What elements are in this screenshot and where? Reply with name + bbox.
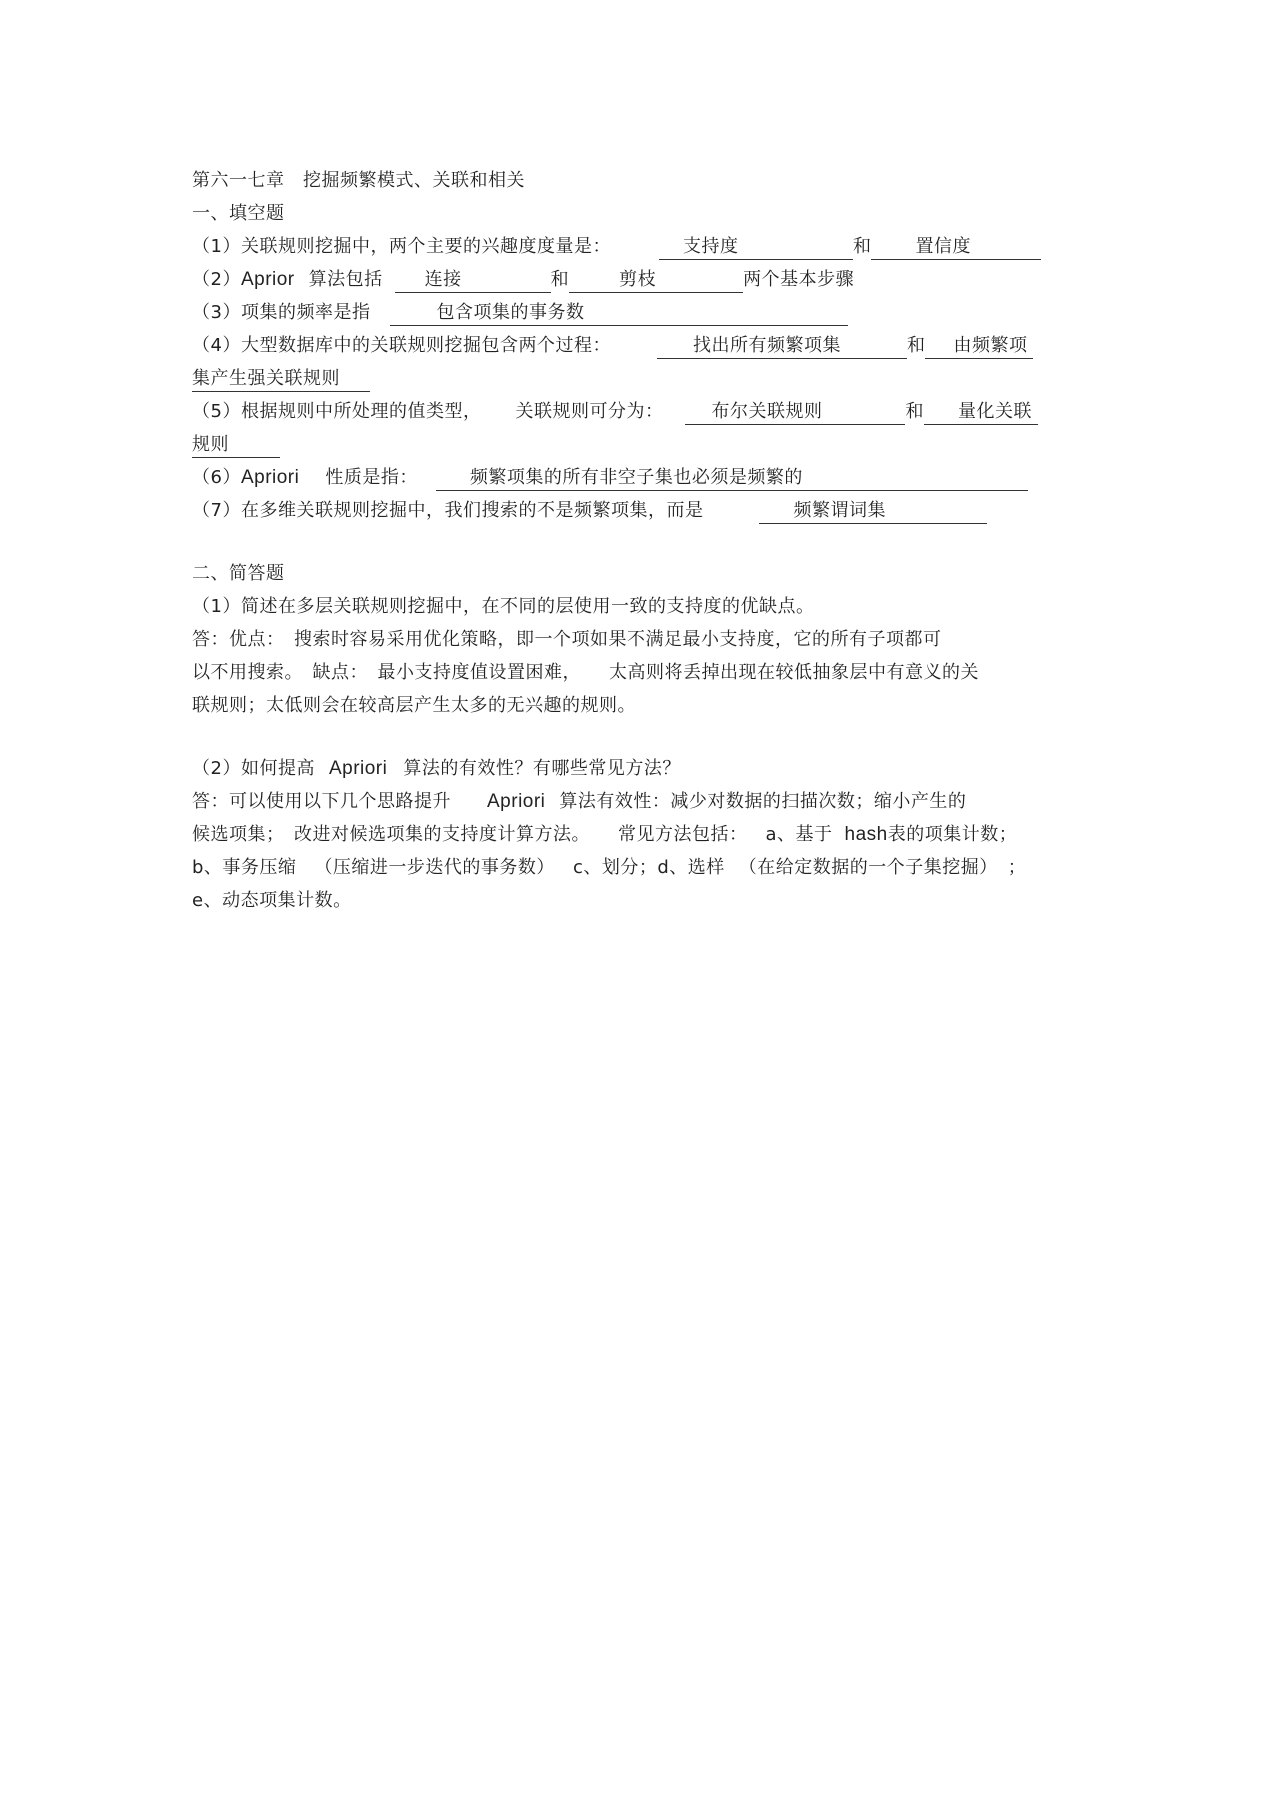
document-content <box>192 164 1092 917</box>
conjunction-text: 和 <box>852 236 872 257</box>
conjunction-text: 和 <box>550 269 570 290</box>
fill-question-6 <box>192 461 1092 494</box>
conjunction-text: 和 <box>906 335 926 356</box>
section-heading-short-answer: 二、简答题 <box>192 563 285 584</box>
question-tail-text: 两个基本步骤 <box>743 269 855 290</box>
answer-blank-part1: 量化关联 <box>924 400 1038 425</box>
question-text: 根据规则中所处理的值类型， <box>240 401 482 422</box>
question-number: （4） <box>192 335 241 356</box>
term-text: Apriori <box>487 791 546 812</box>
fill-question-4-cont <box>192 362 1092 395</box>
answer-blank: 支持度 <box>659 235 853 260</box>
conjunction-text: 和 <box>905 401 924 422</box>
answer-blank: 找出所有频繁项集 <box>657 334 907 359</box>
short-question-1: （1）简述在多层关联规则挖掘中，在不同的层使用一致的支持度的优缺点。 <box>192 596 815 617</box>
answer-blank: 包含项集的事务数 <box>390 301 848 326</box>
section-heading-fill-blanks: 一、填空题 <box>192 203 285 224</box>
question-number: （7） <box>192 500 241 521</box>
method-b-note: （压缩进一步迭代的事务数） <box>314 857 555 878</box>
answer-blank: 频繁谓词集 <box>759 499 987 524</box>
answer-line <box>192 818 1092 851</box>
question-number: （1） <box>192 236 241 257</box>
answer-blank-part2: 集产生强关联规则 <box>192 367 370 392</box>
question-text: 性质是指： <box>325 467 418 488</box>
question-text: 算法的有效性？有哪些常见方法？ <box>403 758 681 779</box>
answer-blank: 布尔关联规则 <box>685 400 905 425</box>
fill-question-7 <box>192 494 1092 527</box>
method-d: d、选样 <box>657 857 725 878</box>
question-text: 算法包括 <box>308 269 383 290</box>
question-number: （2） <box>192 269 241 290</box>
fill-question-5-cont <box>192 428 1092 461</box>
answer-text: 答：可以使用以下几个思路提升 <box>192 791 451 812</box>
question-number: （5） <box>192 401 241 422</box>
answer-text: ； <box>1007 857 1027 878</box>
fill-question-2 <box>192 263 1092 296</box>
question-number: （6） <box>192 467 241 488</box>
question-text: 在多维关联规则挖掘中，我们搜索的不是频繁项集，而是 <box>240 500 704 521</box>
answer-line: 答：优点： 搜索时容易采用优化策略，即一个项如果不满足最小支持度，它的所有子项都可 <box>192 629 942 650</box>
question-text: 项集的频率是指 <box>240 302 371 323</box>
answer-text: 表的项集计数； <box>887 824 1018 845</box>
question-text: （2）如何提高 <box>192 758 315 779</box>
answer-blank: 置信度 <box>871 235 1041 260</box>
method-b: b、事务压缩 <box>192 857 297 878</box>
term-text: hash <box>844 824 888 845</box>
answer-line: 联规则；太低则会在较高层产生太多的无兴趣的规则。 <box>192 695 636 716</box>
question-number: （3） <box>192 302 241 323</box>
answer-text: 候选项集； 改进对候选项集的支持度计算方法。 常见方法包括： <box>192 824 748 845</box>
fill-question-4 <box>192 329 1092 362</box>
fill-question-3 <box>192 296 1092 329</box>
answer-line <box>192 785 1092 818</box>
question-text: 大型数据库中的关联规则挖掘包含两个过程： <box>240 335 611 356</box>
method-c: c、划分； <box>572 857 658 878</box>
fill-question-5 <box>192 395 1092 428</box>
answer-blank: 剪枝 <box>569 268 743 293</box>
fill-question-1 <box>192 230 1092 263</box>
answer-blank: 频繁项集的所有非空子集也必须是频繁的 <box>436 466 1028 491</box>
method-a: a、基于 <box>765 824 833 845</box>
short-question-2 <box>192 752 1092 785</box>
answer-line <box>192 851 1092 884</box>
question-text: 关联规则挖掘中，两个主要的兴趣度度量是： <box>240 236 611 257</box>
term-text: Aprior <box>240 269 295 290</box>
question-text-2: 关联规则可分为： <box>515 401 664 422</box>
term-text: Apriori <box>240 467 300 488</box>
chapter-title: 第六一七章 挖掘频繁模式、关联和相关 <box>192 170 525 191</box>
answer-line: e、动态项集计数。 <box>192 890 352 911</box>
answer-line: 以不用搜索。 缺点： 最小支持度值设置困难， 太高则将丢掉出现在较低抽象层中有意义的关 <box>192 662 979 683</box>
answer-blank: 连接 <box>395 268 551 293</box>
method-d-note: （在给定数据的一个子集挖掘） <box>738 857 998 878</box>
answer-blank-part1: 由频繁项 <box>925 334 1033 359</box>
term-text: Apriori <box>328 758 388 779</box>
answer-text: 算法有效性：减少对数据的扫描次数；缩小产生的 <box>559 791 967 812</box>
answer-blank-part2: 规则 <box>192 433 280 458</box>
